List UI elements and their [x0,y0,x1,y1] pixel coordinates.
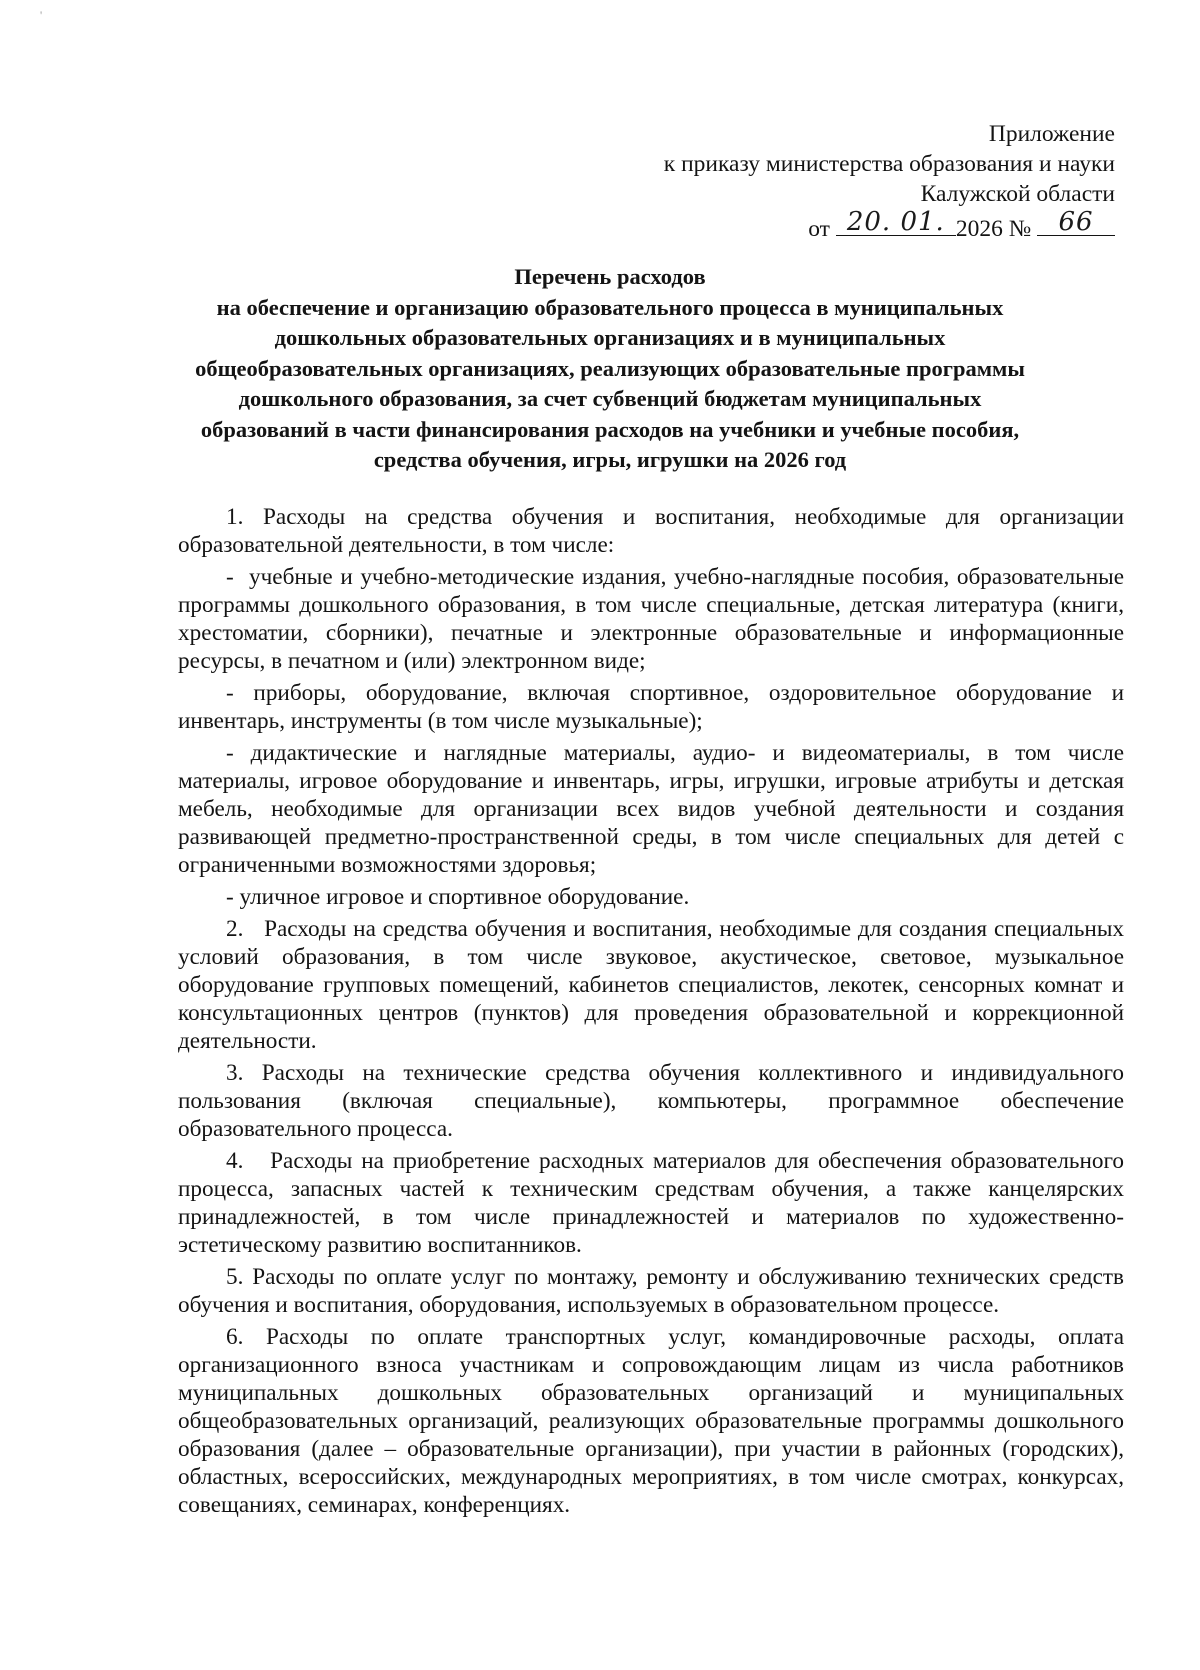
ot-label: от [808,216,830,242]
order-date-row [664,209,1115,244]
paragraph-item-1: 1. Расходы на средства обучения и воспитания, необходимые для организации образовательной деятельности, в том числе: [178,504,1124,558]
paragraph-subitem-equipment: - приборы, оборудование, включая спортивное, оздоровительное оборудование и инвентарь, инструменты (в том числе музыкальные); [178,680,1124,734]
scan-artifact: ' [40,8,44,22]
paragraph-item-4: 4. Расходы на приобретение расходных материалов для обеспечения образовательного процесса, запасных частей к техническим средствам обучения, а также канцелярских принадлежностей, в том числе принадлежностей и материалов по художественно-эстетическому развитию воспитанников. [178,1148,1124,1258]
document-body [178,503,1124,1523]
number-blank [1037,209,1115,236]
appendix-header [664,119,1115,244]
date-blank [836,209,956,236]
paragraph-item-6: 6. Расходы по оплате транспортных услуг, командировочные расходы, оплата организационного взноса участникам и сопровождающим лицам из числа работников муниципальных дошкольных образовательных организаций и муниципальных общеобразовательных организаций, реализующих образовательные программы дошкольного образования (далее – образовательные организации), при участии в районных (городских), областных, всероссийских, международных мероприятиях, в том числе смотрах, конкурсах, совещаниях, семинарах, конференциях. [178,1324,1124,1518]
paragraph-item-2: 2. Расходы на средства обучения и воспитания, необходимые для создания специальных условий образования, в том числе звуковое, акустическое, световое, музыкальное оборудование групповых помещений, кабинетов специалистов, лекотек, сенсорных комнат и консультационных центров (пунктов) для проведения образовательной и коррекционной деятельности. [178,916,1124,1054]
year-number-label: 2026 № [955,216,1032,242]
title-line: общеобразовательных организациях, реализующих образовательные программы [195,355,1025,381]
appendix-region: Калужской области [920,181,1115,207]
appendix-title: Приложение [988,121,1115,147]
paragraph-item-5: 5. Расходы по оплате услуг по монтажу, ремонту и обслуживанию технических средств обучения и воспитания, оборудования, используемых в образовательном процессе. [178,1264,1124,1318]
title-line: дошкольных образовательных организациях и в муниципальных [274,325,946,350]
title-line: образований в части финансирования расходов на учебники и учебные пособия, [200,416,1020,442]
title-line: Перечень расходов [514,264,706,289]
paragraph-subitem-didactic: - дидактические и наглядные материалы, аудио- и видеоматериалы, в том числе материалы, игровое оборудование и инвентарь, игры, игрушки, игровые атрибуты и детская мебель, необходимые для организации всех видов учебной деятельности и создания развивающей предметно-пространственной среды, в том числе специальных для детей с ограниченными возможностями здоровья; [178,740,1124,878]
title-line: дошкольного образования, за счет субвенций бюджетам муниципальных [238,386,982,411]
paragraph-item-3: 3. Расходы на технические средства обучения коллективного и индивидуального пользования (включая специальные), компьютеры, программное обеспечение образовательного процесса. [178,1060,1124,1142]
title-line: на обеспечение и организацию образовательного процесса в муниципальных [216,294,1004,320]
title-line: средства обучения, игры, игрушки на 2026 год [373,447,847,472]
handwritten-date: 20. 01. [846,207,945,237]
paragraph-subitem-publications: - учебные и учебно-методические издания, учебно-наглядные пособия, образовательные программы дошкольного образования, в том числе специальные, детская литература (книги, хрестоматии, сборники), печатные и электронные образовательные и информационные ресурсы, в печатном и (или) электронном виде; [178,564,1124,674]
document-title [160,262,1060,476]
appendix-order-ref: к приказу министерства образования и науки [663,151,1115,177]
handwritten-number: 66 [1058,207,1094,237]
paragraph-subitem-outdoor: - уличное игровое и спортивное оборудование. [226,884,690,910]
